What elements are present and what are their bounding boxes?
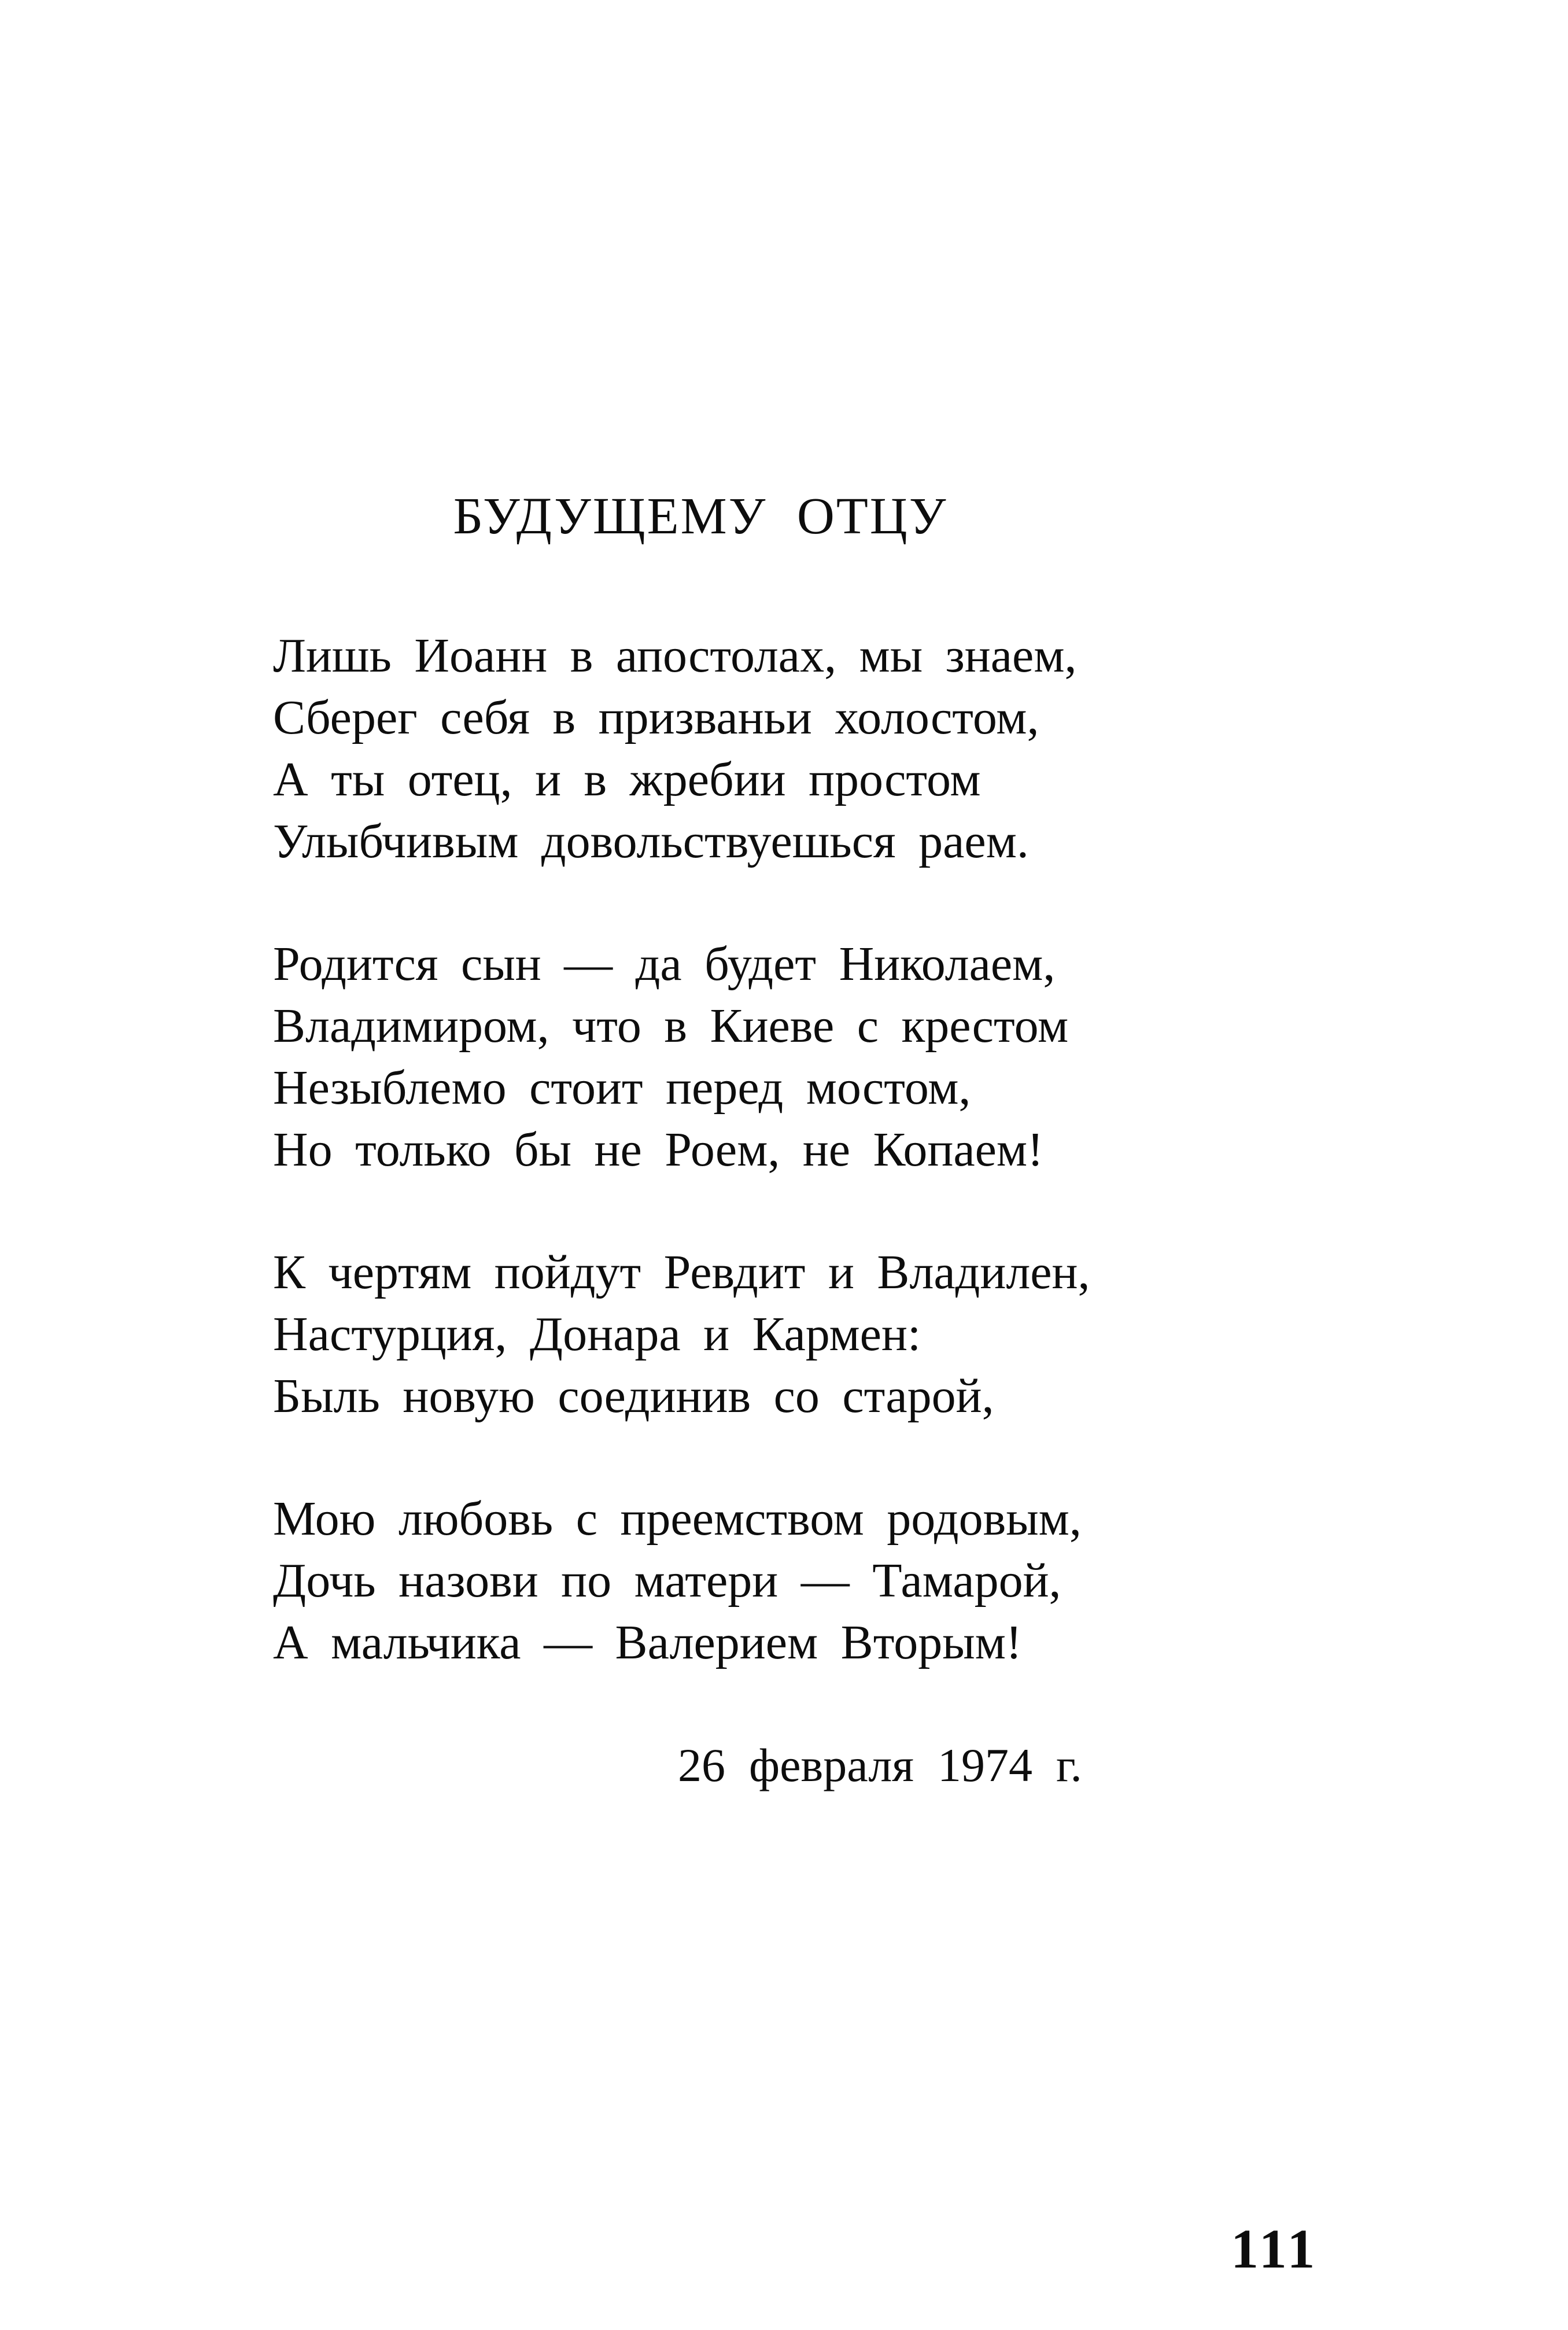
poem-title: БУДУЩЕМУ ОТЦУ [453, 488, 948, 545]
poem [273, 488, 1128, 1796]
poem-body [273, 625, 1128, 1673]
page-number: 111 [1231, 2218, 1319, 2280]
poem-date: 26 февраля 1974 г. [678, 1739, 1082, 1791]
poem-line: Незыблемо стоит перед мостом, [273, 1061, 971, 1115]
poem-line: Владимиром, что в Киеве с крестом [273, 999, 1069, 1053]
poem-line: Дочь назови по матери — Тамарой, [273, 1554, 1061, 1608]
poem-line: А ты отец, и в жребии простом [273, 753, 981, 806]
stanza-3 [273, 1241, 1128, 1427]
poem-line: А мальчика — Валерием Вторым! [273, 1616, 1022, 1669]
stanza-4 [273, 1488, 1128, 1673]
poem-line: Быль новую соединив со старой, [273, 1369, 994, 1423]
poem-line: Улыбчивым довольствуешься раем. [273, 814, 1029, 868]
poem-line: Настурция, Донара и Кармен: [273, 1307, 921, 1361]
poem-line: Сберег себя в призваньи холостом, [273, 691, 1039, 744]
stanza-2 [273, 933, 1128, 1181]
poem-line: Но только бы не Роем, не Копаем! [273, 1123, 1044, 1177]
poem-line: К чертям пойдут Ревдит и Владилен, [273, 1245, 1090, 1299]
poem-line: Лишь Иоанн в апостолах, мы знаем, [273, 629, 1077, 683]
stanza-1 [273, 625, 1128, 872]
poem-line: Мою любовь с преемством родовым, [273, 1492, 1082, 1546]
poem-line: Родится сын — да будет Николаем, [273, 937, 1056, 991]
